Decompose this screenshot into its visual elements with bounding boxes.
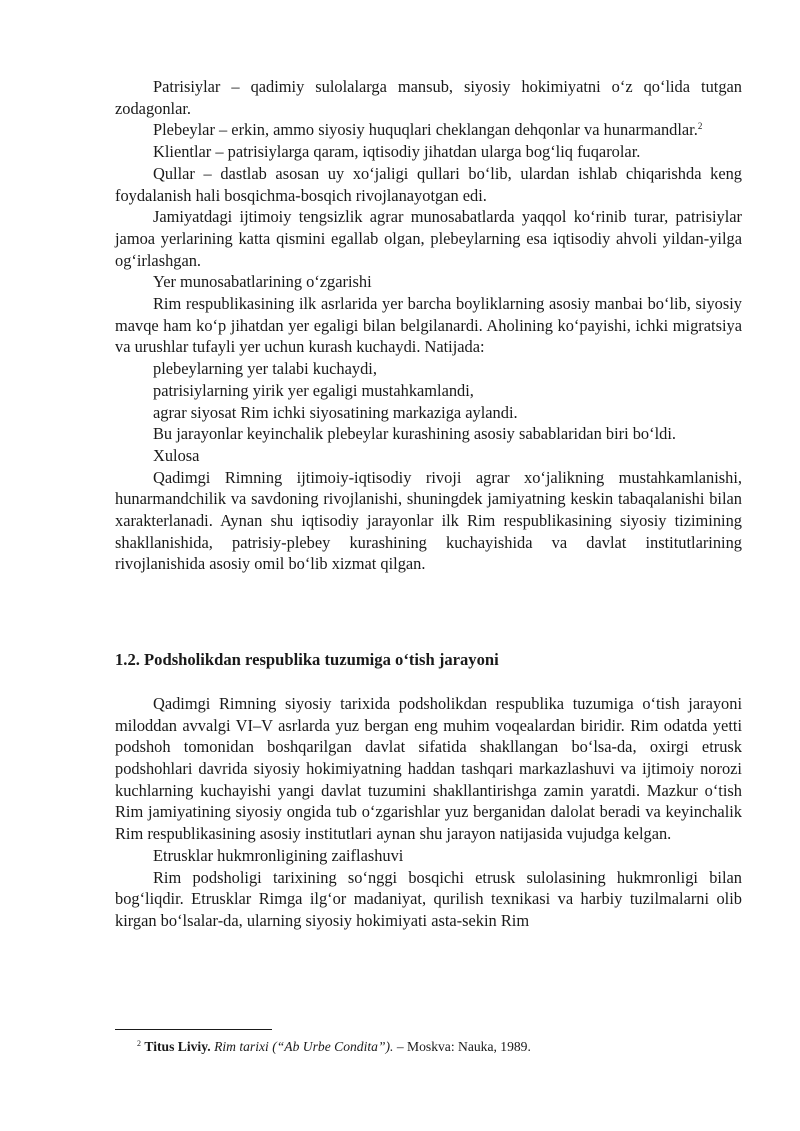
paragraph-kurash-sabablari: Bu jarayonlar keyinchalik plebeylar kurashining asosiy sabablaridan biri bo‘ldi. xyxy=(153,424,676,444)
section-gap xyxy=(115,671,742,693)
paragraph-otish-jarayoni: Qadimgi Rimning siyosiy tarixida podsholikdan respublika tuzumiga o‘tish jarayoni miloddan avvalgi VI–V asrlarda yuz bergan eng muhim voqealardan biridir. Rim odatda yetti podshoh tomonidan boshqarilgan davlat sifatida shakllangan bo‘lsa-da, oxirgi etrusk podshohlari davrida siyosiy hokimiyatning haddan tashqari markazlashuvi va ijtimoiy norozi kuchlarning kuchayishi yangi davlat tuzumini shakllantirishga zamin yaratdi. Mazkur o‘tish Rim jamiyatining siyosiy ongida tub o‘zgarishlar yuz berganidan dalolat beradi va keyinchalik Rim respublikasining asosiy institutlari aynan shu jarayon natijasida vujudga kelgan. xyxy=(115,693,742,844)
footnote xyxy=(137,1038,742,1055)
footnote-separator xyxy=(115,1029,272,1030)
paragraph-etrusk-sulolasi: Rim podsholigi tarixining so‘nggi bosqichi etrusk sulolasining hukmronligi bilan bog‘liqdir. Etrusklar Rimga ilg‘or madaniyat, qurilish texnikasi va harbiy tuzilmalarni olib kirgan bo‘lsalar-da, ularning siyosiy hokimiyati asta-sekin Rim xyxy=(115,867,742,930)
footnote-marker: 2 xyxy=(137,1039,141,1048)
list-item-yer-egaligi: patrisiylarning yirik yer egaligi mustahkamlandi, xyxy=(153,380,474,400)
subheading-etrusklar: Etrusklar hukmronligining zaiflashuvi xyxy=(153,845,404,865)
section-title: 1.2. Podsholikdan respublika tuzumiga o‘tish jarayoni xyxy=(115,650,499,670)
footnote-title: Rim tarixi (“Ab Urbe Condita”). xyxy=(214,1039,394,1054)
list-item-yer-talabi: plebeylarning yer talabi kuchaydi, xyxy=(153,359,377,379)
paragraph-tengsizlik: Jamiyatdagi ijtimoiy tengsizlik agrar munosabatlarda yaqqol ko‘rinib turar, patrisiylar jamoa yerlarining katta qismini egallab olgan, plebeylarning esa iqtisodiy ahvoli yildan-yilga og‘irlashgan. xyxy=(115,207,742,270)
footnote-publisher: – Moskva: Nauka, 1989. xyxy=(396,1039,531,1054)
paragraph-xulosa: Qadimgi Rimning ijtimoiy-iqtisodiy rivoji agrar xo‘jalikning mustahkamlanishi, hunarmandchilik va savdoning rivojlanishi, shuningdek jamiyatning keskin tabaqalanishi bilan xarakterlanadi. Aynan shu iqtisodiy jarayonlar ilk Rim respublikasining siyosiy tizimining shakllanishida, patrisiy-plebey kurashining kuchayishida va davlat institutlarining rivojlanishida asosiy omil bo‘lib xizmat qilgan. xyxy=(115,467,742,574)
subheading-xulosa: Xulosa xyxy=(153,445,200,465)
footnote-author: Titus Liviy. xyxy=(144,1039,211,1054)
footnote-reference[interactable]: 2 xyxy=(697,121,703,132)
paragraph-klientlar: Klientlar – patrisiylarga qaram, iqtisodiy jihatdan ularga bog‘liq fuqarolar. xyxy=(153,142,641,162)
list-item-agrar-siyosat: agrar siyosat Rim ichki siyosatining markaziga aylandi. xyxy=(153,402,518,422)
paragraph-plebeylar-text: Plebeylar – erkin, ammo siyosiy huquqlari cheklangan dehqonlar va hunarmandlar. xyxy=(153,120,698,140)
document-body xyxy=(115,76,742,932)
paragraph-yer-manbai: Rim respublikasining ilk asrlarida yer barcha boyliklarning asosiy manbai bo‘lib, siyosiy mavqe ham ko‘p jihatdan yer egaligi bilan belgilanardi. Aholining ko‘payishi, ichki migratsiya va urushlar tufayli yer uchun kurash kuchaydi. Natijada: xyxy=(115,294,742,357)
paragraph-patrisiylar: Patrisiylar – qadimiy sulolalarga mansub, siyosiy hokimiyatni o‘z qo‘lida tutgan zodagonlar. xyxy=(115,77,742,118)
subheading-yer-munosabatlari: Yer munosabatlarining o‘zgarishi xyxy=(153,272,372,292)
paragraph-plebeylar xyxy=(115,119,742,141)
paragraph-qullar: Qullar – dastlab asosan uy xo‘jaligi qullari bo‘lib, ulardan ishlab chiqarishda keng foydalanish hali bosqichma-bosqich rivojlanayotgan edi. xyxy=(115,163,742,205)
